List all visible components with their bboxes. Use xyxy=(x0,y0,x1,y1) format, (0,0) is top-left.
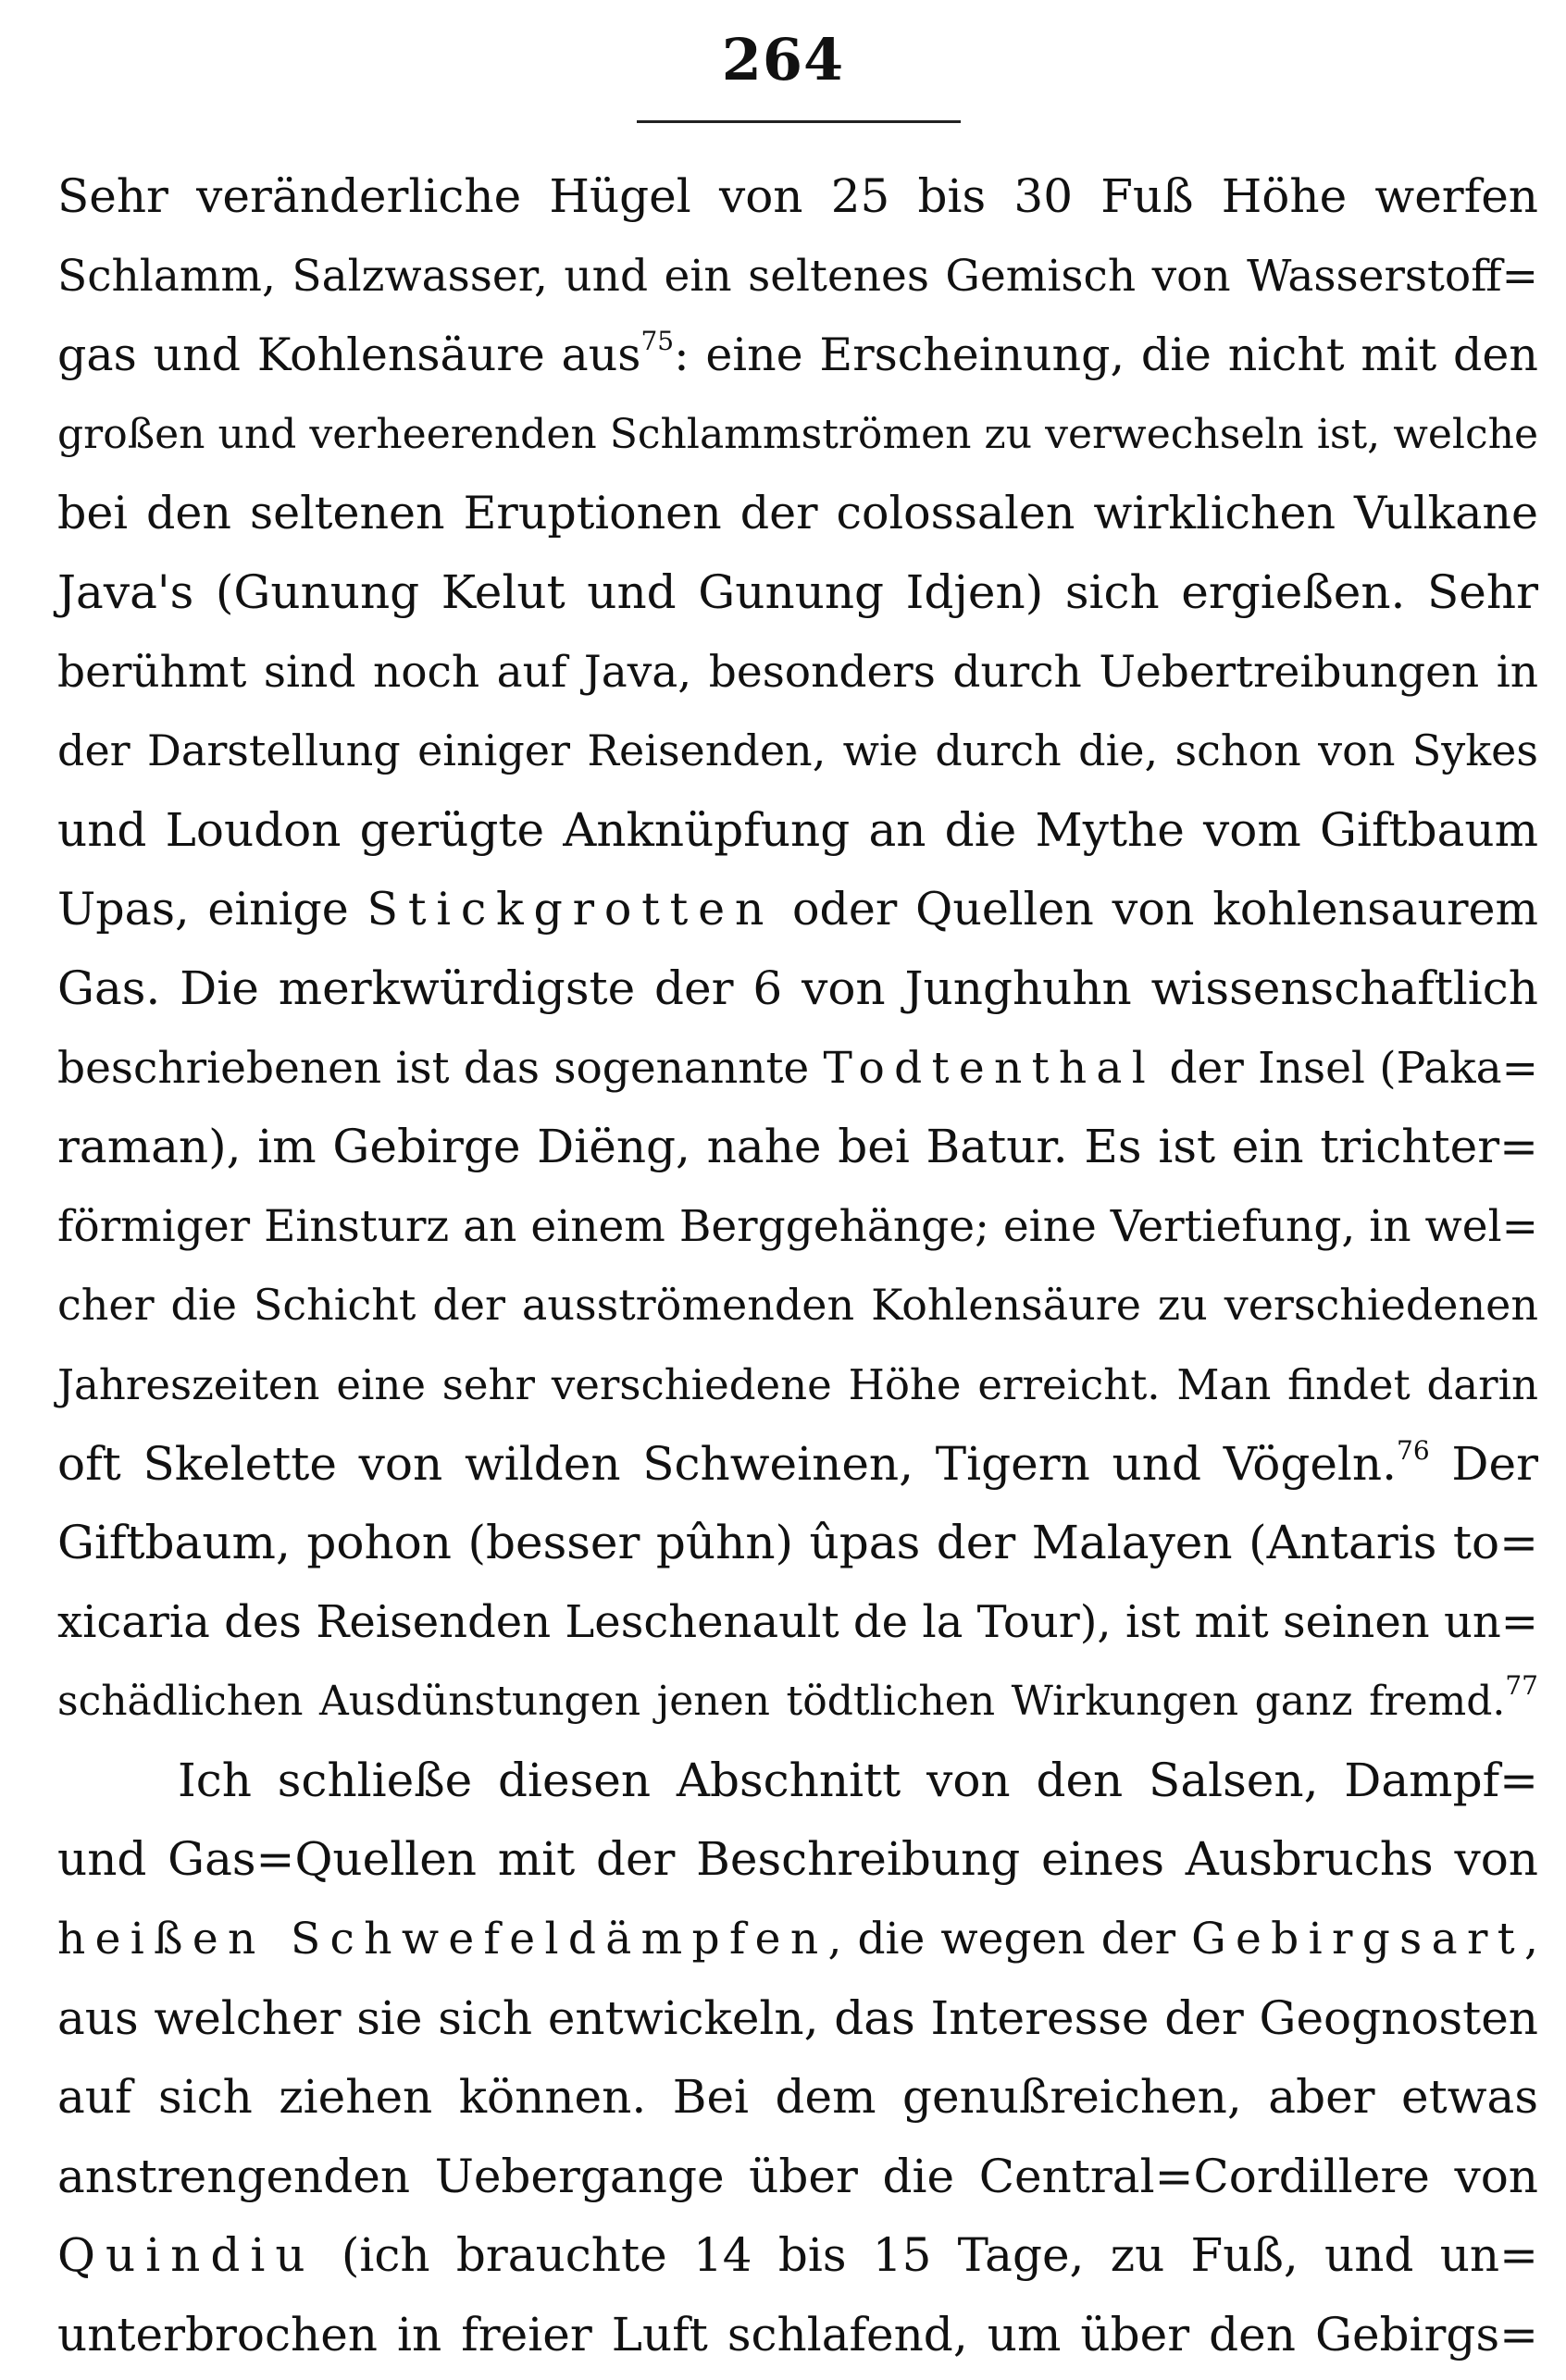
text-line xyxy=(57,712,1538,791)
text-line xyxy=(57,1820,1538,1900)
text-line xyxy=(57,1266,1538,1345)
text-line xyxy=(57,553,1538,633)
text-line xyxy=(57,1425,1538,1505)
body-text xyxy=(57,157,1538,2375)
text-segment: gas und Kohlensäure aus xyxy=(57,328,641,382)
text-line xyxy=(57,949,1538,1029)
text-line xyxy=(57,2216,1538,2296)
text-segment: förmiger Einsturz an einem Berggehänge; eine Vertiefung, in wel= xyxy=(57,1200,1538,1252)
text-segment: Upas, einige xyxy=(57,883,367,936)
text-line xyxy=(57,1345,1538,1425)
text-line xyxy=(57,1187,1538,1267)
header-rule xyxy=(637,120,961,123)
emphasized-term: Stickgrotten xyxy=(367,883,775,936)
text-segment: und Gas=Quellen mit der Beschreibung eines Ausbruchs von xyxy=(57,1832,1538,1887)
text-line xyxy=(57,1108,1538,1187)
footnote-marker: 77 xyxy=(1505,1670,1538,1702)
text-segment: der Darstellung einiger Reisenden, wie durch die, schon von Sykes xyxy=(57,725,1538,776)
text-line xyxy=(57,474,1538,553)
text-line xyxy=(57,395,1538,475)
text-segment: beschriebenen ist das sogenannte xyxy=(57,1042,824,1094)
text-segment: raman), im Gebirge Diëng, nahe bei Batur. Es ist ein trichter= xyxy=(57,1120,1538,1174)
text-line xyxy=(57,2138,1538,2217)
text-segment: , die wegen der xyxy=(827,1914,1192,1965)
text-line xyxy=(57,1900,1538,1979)
footnote-marker: 76 xyxy=(1397,1434,1430,1466)
text-line xyxy=(57,633,1538,713)
text-segment: und Loudon gerügte Anknüpfung an die Mythe vom Giftbaum xyxy=(57,802,1538,857)
text-line xyxy=(57,237,1538,316)
emphasized-term: Todtenthal xyxy=(823,1042,1156,1094)
text-line xyxy=(57,791,1538,871)
paragraph-first-line xyxy=(57,1742,1538,1821)
text-segment: oder Quellen von kohlensaurem xyxy=(774,883,1538,936)
text-line xyxy=(57,1504,1538,1583)
text-segment: xicaria des Reisenden Leschenault de la Tour), ist mit seinen un= xyxy=(57,1595,1538,1648)
text-line xyxy=(57,1979,1538,2059)
text-segment: Jahreszeiten eine sehr verschiedene Höhe erreicht. Man findet darin xyxy=(57,1359,1538,1409)
text-line xyxy=(57,157,1538,237)
text-segment: Gas. Die merkwürdigste der 6 von Junghuhn wissenschaftlich xyxy=(57,961,1538,1015)
text-segment: cher die Schicht der ausströmenden Kohlensäure zu verschiedenen xyxy=(57,1280,1538,1331)
text-segment: auf sich ziehen können. Bei dem genußreichen, aber etwas xyxy=(57,2070,1538,2125)
text-segment: anstrengenden Uebergange über die Central=Cordillere von xyxy=(57,2149,1538,2203)
text-segment: : eine Erscheinung, die nicht mit den xyxy=(674,328,1538,382)
text-segment: aus welcher sie sich entwickeln, das Interesse der Geognosten xyxy=(57,1990,1538,2045)
text-segment: der Insel (Paka= xyxy=(1155,1042,1538,1094)
footnote-marker: 75 xyxy=(640,326,675,357)
text-line xyxy=(57,1662,1538,1742)
text-segment: Ich schließe diesen Abschnitt von den Salsen, Dampf= xyxy=(178,1753,1538,1807)
text-line xyxy=(57,1583,1538,1663)
text-segment: berühmt sind noch auf Java, besonders durch Uebertreibungen in xyxy=(57,646,1538,698)
text-segment: Java's (Gunung Kelut und Gunung Idjen) sich ergießen. Sehr xyxy=(57,564,1538,619)
text-segment: Schlamm, Salzwasser, und ein seltenes Gemisch von Wasserstoff= xyxy=(57,250,1538,302)
emphasized-term: Gebirgsart xyxy=(1191,1914,1525,1965)
text-segment: unterbrochen in freier Luft schlafend, um über den Gebirgs= xyxy=(57,2308,1538,2362)
text-segment: Giftbaum, pohon (besser pûhn) ûpas der Malayen (Antaris to= xyxy=(57,1516,1538,1570)
text-line xyxy=(57,2296,1538,2375)
text-segment: , xyxy=(1524,1914,1538,1965)
text-line xyxy=(57,870,1538,949)
emphasized-term: heißen Schwefeldämpfen xyxy=(57,1914,828,1965)
text-segment: Der xyxy=(1429,1436,1538,1491)
text-segment: schädlichen Ausdünstungen jenen tödtlichen Wirkungen ganz fremd. xyxy=(57,1678,1506,1726)
text-line xyxy=(57,1029,1538,1109)
text-segment: (ich brauchte 14 bis 15 Tage, zu Fuß, und un= xyxy=(315,2228,1538,2283)
emphasized-term: Quindiu xyxy=(57,2228,316,2283)
text-segment: großen und verheerenden Schlammströmen zu verwechseln ist, welche xyxy=(57,410,1538,458)
text-line xyxy=(57,2058,1538,2138)
page-number: 264 xyxy=(721,26,845,93)
text-segment: oft Skelette von wilden Schweinen, Tigern und Vögeln. xyxy=(57,1436,1398,1491)
text-line xyxy=(57,316,1538,395)
text-segment: Sehr veränderliche Hügel von 25 bis 30 Fuß Höhe werfen xyxy=(57,169,1538,223)
text-segment: bei den seltenen Eruptionen der colossalen wirklichen Vulkane xyxy=(57,487,1538,540)
